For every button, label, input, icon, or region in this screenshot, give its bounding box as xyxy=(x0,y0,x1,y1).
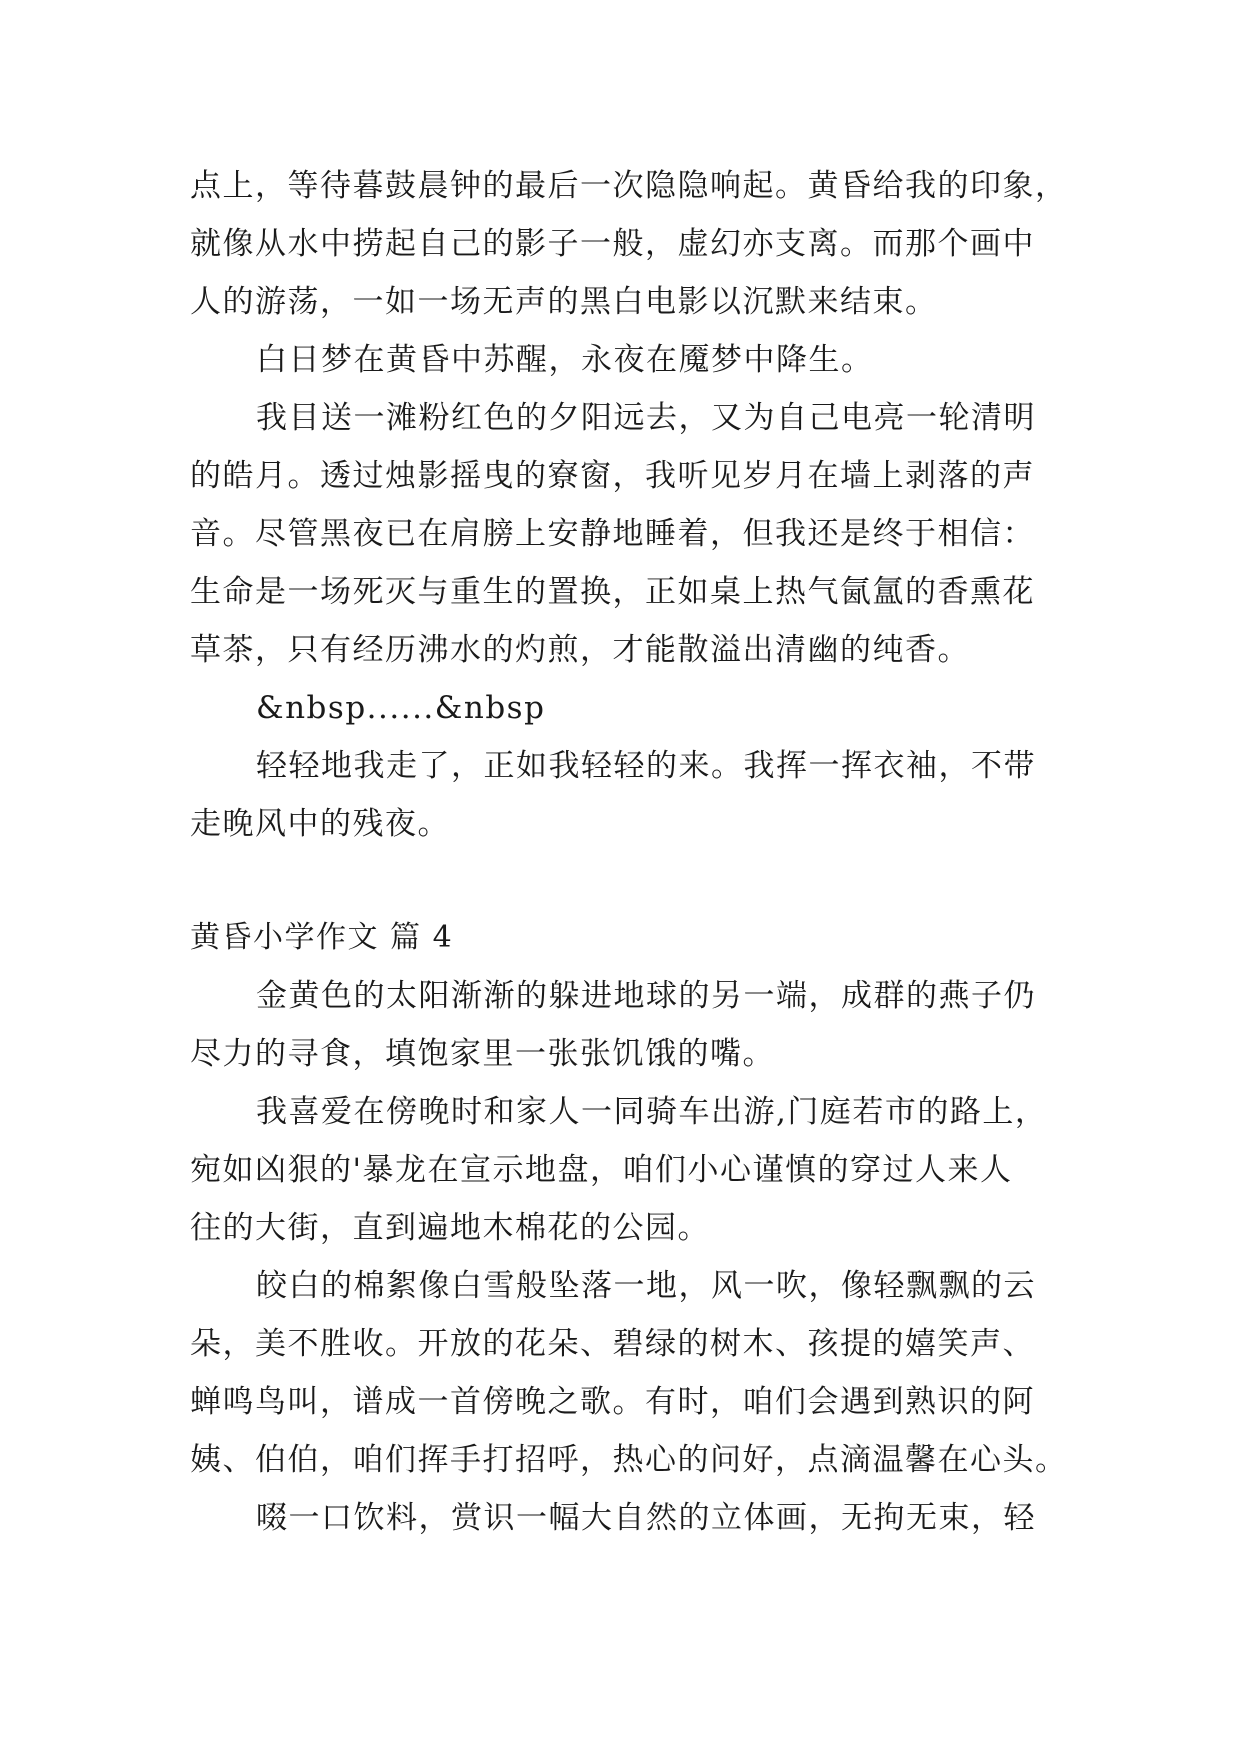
text-line: 音。尽管黑夜已在肩膀上安静地睡着，但我还是终于相信： xyxy=(190,516,1035,552)
text-line: 朵，美不胜收。开放的花朵、碧绿的树木、孩提的嬉笑声、 xyxy=(190,1326,1035,1362)
text-line: 金黄色的太阳渐渐的躲进地球的另一端，成群的燕子仍 xyxy=(256,978,1036,1014)
text-line: 皎白的棉絮像白雪般坠落一地，风一吹，像轻飘飘的云 xyxy=(256,1268,1036,1304)
text-line: 人的游荡，一如一场无声的黑白电影以沉默来结束。 xyxy=(190,284,938,320)
text-line: 啜一口饮料，赏识一幅大自然的立体画，无拘无束，轻 xyxy=(256,1500,1036,1536)
text-line: 点上，等待暮鼓晨钟的最后一次隐隐响起。黄昏给我的印象， xyxy=(190,168,1068,204)
text-line: 蝉鸣鸟叫，谱成一首傍晚之歌。有时，咱们会遇到熟识的阿 xyxy=(190,1384,1035,1420)
text-line: 往的大街，直到遍地木棉花的公园。 xyxy=(190,1210,710,1246)
text-line: 就像从水中捞起自己的影子一般，虚幻亦支离。而那个画中 xyxy=(190,226,1035,262)
text-line: 姨、伯伯，咱们挥手打招呼，热心的问好，点滴温馨在心头。 xyxy=(190,1442,1068,1478)
text-line: 尽力的寻食，填饱家里一张张饥饿的嘴。 xyxy=(190,1036,775,1072)
section-heading: 黄昏小学作文 篇 4 xyxy=(190,920,454,955)
text-line: 我喜爱在傍晚时和家人一同骑车出游,门庭若市的路上， xyxy=(256,1094,1048,1130)
text-line: &nbsp......&nbsp xyxy=(256,690,546,726)
text-line: 草茶，只有经历沸水的灼煎，才能散溢出清幽的纯香。 xyxy=(190,632,970,668)
text-line: 白日梦在黄昏中苏醒，永夜在魇梦中降生。 xyxy=(256,342,874,378)
text-line: 走晚风中的残夜。 xyxy=(190,806,450,842)
text-line: 宛如凶狠的'暴龙在宣示地盘，咱们小心谨慎的穿过人来人 xyxy=(190,1152,1013,1188)
text-line: 的皓月。透过烛影摇曳的寮窗，我听见岁月在墙上剥落的声 xyxy=(190,458,1035,494)
text-line: 生命是一场死灭与重生的置换，正如桌上热气氤氲的香熏花 xyxy=(190,574,1035,610)
text-line: 轻轻地我走了，正如我轻轻的来。我挥一挥衣袖，不带 xyxy=(256,748,1036,784)
text-line: 我目送一滩粉红色的夕阳远去，又为自己电亮一轮清明 xyxy=(256,400,1036,436)
